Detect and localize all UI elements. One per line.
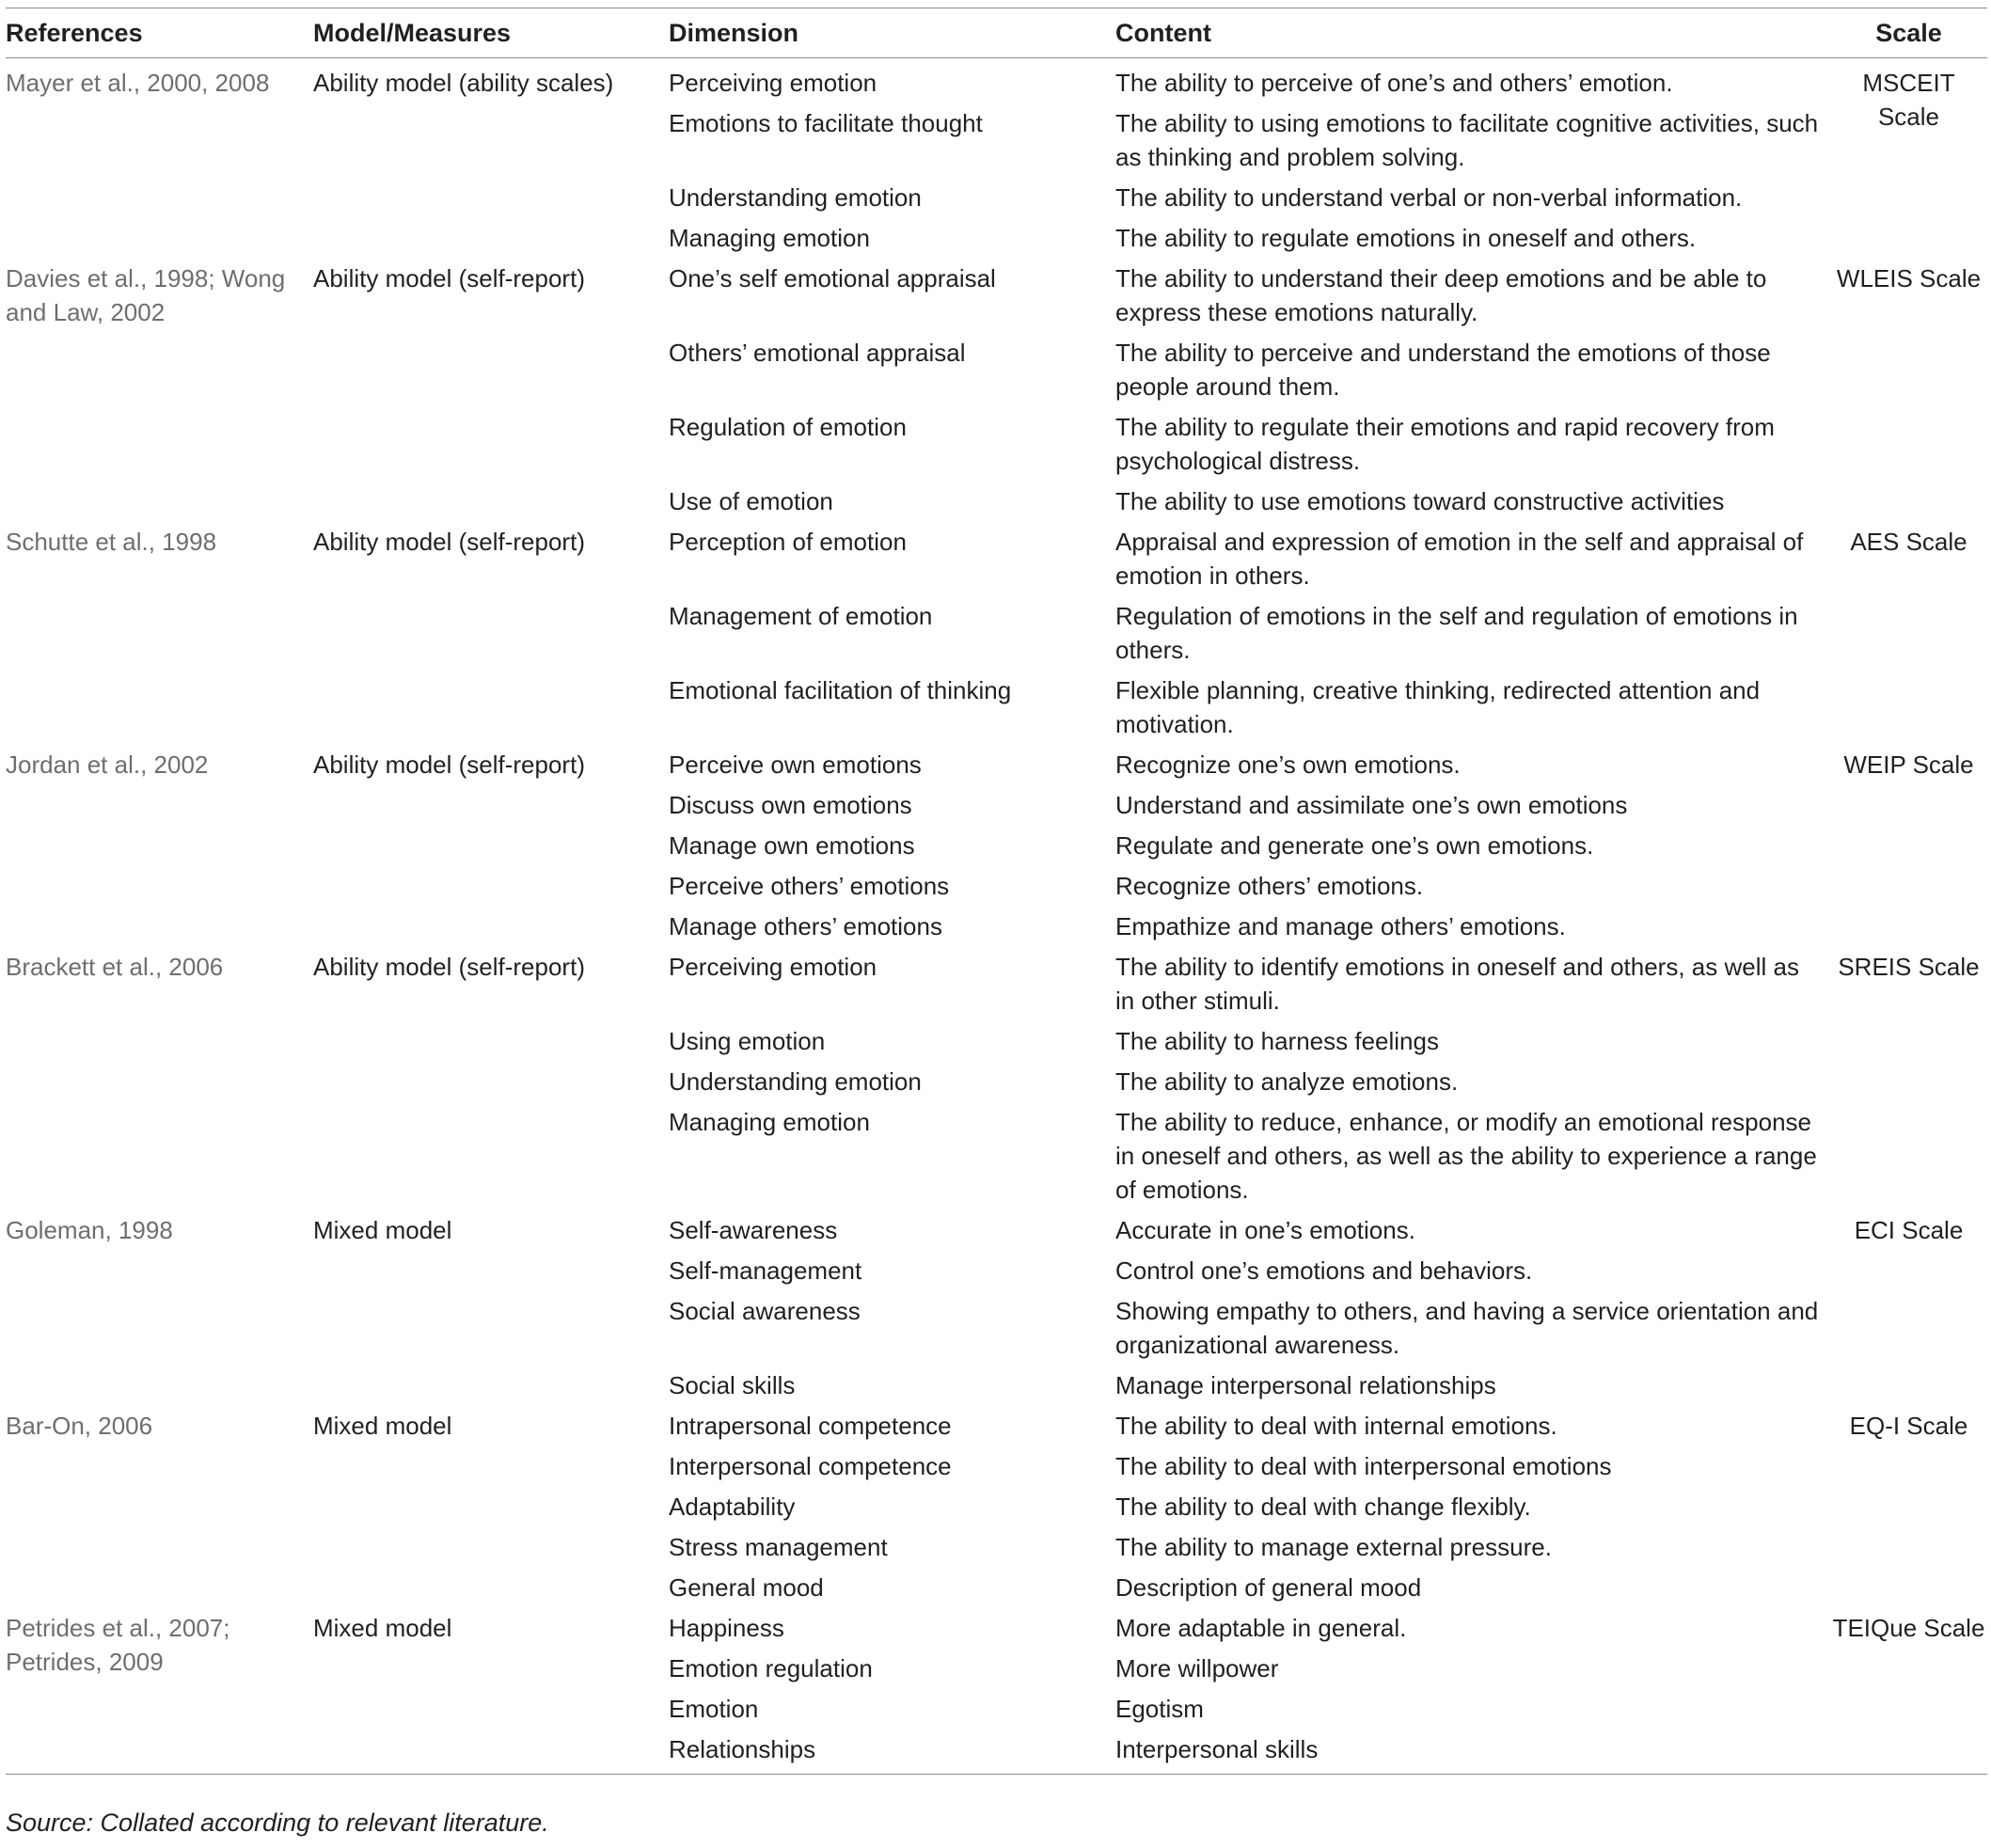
header-scale: Scale: [1830, 8, 1987, 58]
dimension-cell: General mood: [669, 1573, 824, 1602]
reference-cell: Mayer et al., 2000, 2008: [6, 69, 270, 97]
header-model: Model/Measures: [313, 8, 669, 58]
dimension-cell: Others’ emotional appraisal: [669, 339, 966, 367]
dimension-cell: Adaptability: [669, 1493, 796, 1521]
model-cell: Ability model (self-report): [313, 264, 585, 292]
dimension-cell: Managing emotion: [669, 1108, 870, 1136]
model-cell: Ability model (self-report): [313, 953, 585, 981]
model-cell: Ability model (self-report): [313, 750, 585, 779]
dimension-cell: Self-management: [669, 1256, 862, 1285]
model-cell: Ability model (self-report): [313, 528, 585, 556]
model-cell: Mixed model: [313, 1412, 452, 1440]
dimension-cell: Intrapersonal competence: [669, 1412, 952, 1440]
dimension-cell: Understanding emotion: [669, 183, 922, 212]
content-cell: Regulate and generate one’s own emotions.: [1115, 831, 1594, 860]
content-cell: More willpower: [1115, 1654, 1279, 1682]
reference-cell: Jordan et al., 2002: [6, 750, 209, 779]
dimension-cell: Emotional facilitation of thinking: [669, 676, 1012, 704]
reference-cell: Brackett et al., 2006: [6, 953, 224, 981]
content-cell: Description of general mood: [1115, 1573, 1422, 1602]
content-cell: Flexible planning, creative thinking, redirected attention and motivation.: [1115, 676, 1761, 738]
scale-cell: SREIS Scale: [1838, 953, 1980, 981]
dimension-cell: Emotion: [669, 1695, 759, 1723]
content-cell: The ability to use emotions toward constructive activities: [1115, 487, 1725, 515]
dimension-cell: Perceive others’ emotions: [669, 872, 950, 900]
dimension-cell: Social skills: [669, 1371, 796, 1399]
table-row: [6, 1409, 1987, 1449]
table-header: [6, 8, 1987, 58]
content-cell: More adaptable in general.: [1115, 1614, 1407, 1642]
dimension-cell: Relationships: [669, 1735, 816, 1763]
content-cell: Regulation of emotions in the self and regulation of emotions in others.: [1115, 602, 1798, 664]
reference-cell: Petrides et al., 2007; Petrides, 2009: [6, 1614, 230, 1676]
content-cell: The ability to perceive of one’s and others’ emotion.: [1115, 69, 1673, 97]
content-cell: The ability to regulate emotions in oneself and others.: [1115, 224, 1697, 252]
content-cell: The ability to understand their deep emotions and be able to express these emotions naturally.: [1115, 264, 1767, 326]
scale-cell: EQ-I Scale: [1849, 1412, 1968, 1440]
dimension-cell: Stress management: [669, 1533, 888, 1561]
dimension-cell: Discuss own emotions: [669, 791, 912, 819]
scale-cell: TEIQue Scale: [1832, 1614, 1985, 1642]
dimension-cell: Emotion regulation: [669, 1654, 873, 1682]
table-row: [6, 261, 1987, 336]
dimension-cell: Happiness: [669, 1614, 784, 1642]
reference-cell: Schutte et al., 1998: [6, 528, 217, 556]
scale-cell: WEIP Scale: [1843, 750, 1974, 779]
model-cell: Mixed model: [313, 1614, 452, 1642]
dimension-cell: Manage others’ emotions: [669, 912, 942, 940]
content-cell: Control one’s emotions and behaviors.: [1115, 1256, 1533, 1285]
content-cell: Showing empathy to others, and having a service orientation and organizational awareness.: [1115, 1297, 1819, 1359]
content-cell: The ability to harness feelings: [1115, 1027, 1439, 1055]
dimension-cell: Manage own emotions: [669, 831, 915, 860]
header-dimension: Dimension: [669, 8, 1115, 58]
header-content: Content: [1115, 8, 1830, 58]
reference-cell: Goleman, 1998: [6, 1216, 173, 1244]
dimension-cell: Emotions to facilitate thought: [669, 109, 983, 137]
content-cell: Recognize others’ emotions.: [1115, 872, 1424, 900]
dimension-cell: Interpersonal competence: [669, 1452, 952, 1480]
content-cell: Interpersonal skills: [1115, 1735, 1319, 1763]
scale-cell: WLEIS Scale: [1836, 264, 1982, 292]
header-row: [6, 8, 1987, 58]
dimension-cell: Perceiving emotion: [669, 953, 877, 981]
dimension-cell: Understanding emotion: [669, 1067, 922, 1096]
dimension-cell: Perceiving emotion: [669, 69, 877, 97]
table-row: [6, 525, 1987, 599]
content-cell: Manage interpersonal relationships: [1115, 1371, 1496, 1399]
dimension-cell: Regulation of emotion: [669, 413, 907, 441]
reference-cell: Bar-On, 2006: [6, 1412, 153, 1440]
dimension-cell: One’s self emotional appraisal: [669, 264, 996, 292]
content-cell: The ability to manage external pressure.: [1115, 1533, 1552, 1561]
content-cell: Accurate in one’s emotions.: [1115, 1216, 1415, 1244]
ei-models-table: [6, 8, 1987, 1775]
scale-cell: ECI Scale: [1854, 1216, 1964, 1244]
model-cell: Ability model (ability scales): [313, 69, 614, 97]
content-cell: The ability to reduce, enhance, or modify an emotional response in oneself and others, as well as the ability to experience a range of emotions.: [1115, 1108, 1817, 1204]
content-cell: Egotism: [1115, 1695, 1204, 1723]
content-cell: Recognize one’s own emotions.: [1115, 750, 1461, 779]
dimension-cell: Self-awareness: [669, 1216, 838, 1244]
table-row: [6, 58, 1987, 107]
content-cell: The ability to deal with change flexibly.: [1115, 1493, 1531, 1521]
scale-cell: MSCEIT Scale: [1862, 69, 1955, 131]
model-cell: Mixed model: [313, 1216, 452, 1244]
content-cell: The ability to deal with interpersonal emotions: [1115, 1452, 1612, 1480]
table-row: [6, 1213, 1987, 1254]
table-row: [6, 950, 1987, 1024]
content-cell: The ability to analyze emotions.: [1115, 1067, 1459, 1096]
dimension-cell: Social awareness: [669, 1297, 861, 1325]
table-row: [6, 1611, 1987, 1651]
content-cell: The ability to deal with internal emotions.: [1115, 1412, 1557, 1440]
table-body: [6, 58, 1987, 1775]
reference-cell: Davies et al., 1998; Wong and Law, 2002: [6, 264, 286, 326]
dimension-cell: Management of emotion: [669, 602, 933, 630]
content-cell: The ability to using emotions to facilitate cognitive activities, such as thinking and problem solving.: [1115, 109, 1819, 171]
dimension-cell: Using emotion: [669, 1027, 826, 1055]
content-cell: The ability to regulate their emotions and rapid recovery from psychological distress.: [1115, 413, 1775, 475]
content-cell: The ability to perceive and understand the emotions of those people around them.: [1115, 339, 1771, 401]
table-row: [6, 748, 1987, 788]
content-cell: Understand and assimilate one’s own emotions: [1115, 791, 1628, 819]
content-cell: The ability to identify emotions in oneself and others, as well as in other stimuli.: [1115, 953, 1799, 1015]
content-cell: The ability to understand verbal or non-verbal information.: [1115, 183, 1743, 212]
source-footnote: Source: Collated according to relevant literature.: [6, 1809, 549, 1837]
dimension-cell: Perceive own emotions: [669, 750, 922, 779]
dimension-cell: Use of emotion: [669, 487, 833, 515]
content-cell: Empathize and manage others’ emotions.: [1115, 912, 1566, 940]
header-references: References: [6, 8, 313, 58]
dimension-cell: Managing emotion: [669, 224, 870, 252]
content-cell: Appraisal and expression of emotion in the self and appraisal of emotion in others.: [1115, 528, 1804, 590]
scale-cell: AES Scale: [1850, 528, 1967, 556]
dimension-cell: Perception of emotion: [669, 528, 907, 556]
